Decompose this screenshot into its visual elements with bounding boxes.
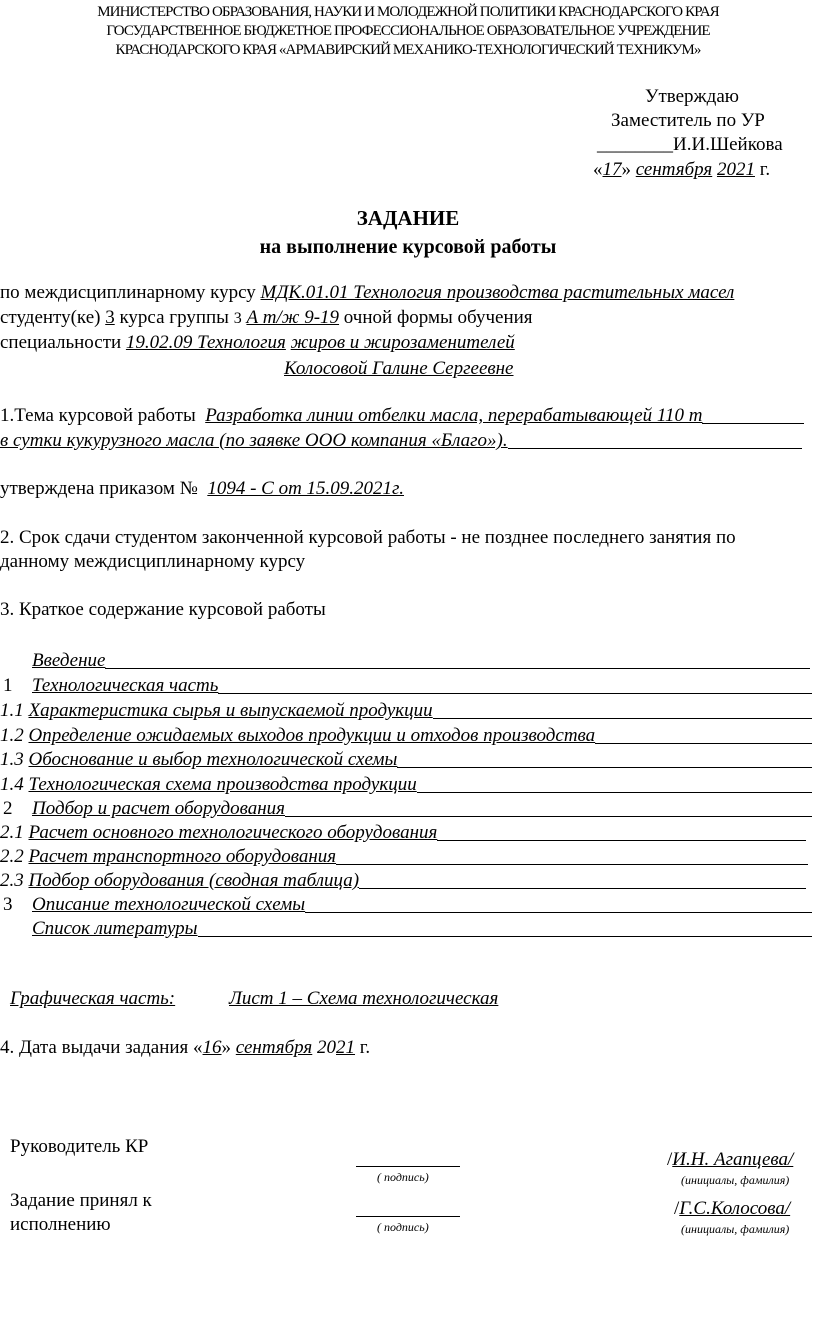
list-item: 1 Технологическая часть bbox=[3, 675, 812, 697]
supervisor-name: /И.Н. Агапцева/ bbox=[667, 1149, 794, 1170]
approval-date: «17» сентября 2021 г. bbox=[593, 159, 771, 180]
doc-subtitle: на выполнение курсовой работы bbox=[259, 236, 557, 258]
graphic-label: Графическая часть: bbox=[10, 988, 176, 1009]
approval-title: Утверждаю bbox=[645, 86, 739, 107]
header-line: КРАСНОДАРСКОГО КРАЯ «АРМАВИРСКИЙ МЕХАНИКО-ТЕХНОЛОГИЧЕСКИЙ ТЕХНИКУМ» bbox=[115, 42, 701, 58]
specialty-name: жиров и жирозаменителей bbox=[290, 332, 515, 353]
course-year: 3 bbox=[105, 307, 115, 328]
student-name: Колосовой Галине Сергеевне bbox=[284, 358, 514, 379]
specialty-code: 19.02.09 Технология bbox=[125, 332, 286, 353]
list-item: 2 Подбор и расчет оборудования bbox=[3, 798, 812, 820]
list-item: 2.1 Расчет основного технологического оборудования bbox=[0, 822, 806, 844]
list-item: 1.4 Технологическая схема производства продукции bbox=[0, 774, 812, 796]
list-item: 2.2 Расчет транспортного оборудования bbox=[0, 846, 808, 868]
topic-value-2: в сутки кукурузного масла (по заявке ООО компания «Благо»). bbox=[0, 430, 508, 451]
list-item: 3 Описание технологической схемы bbox=[3, 894, 812, 916]
topic-value: Разработка линии отбелки масла, перерабатывающей 110 т bbox=[205, 405, 703, 426]
course-value: МДК.01.01 Технология производства растительных масел bbox=[260, 282, 735, 303]
supervisor-signature-line bbox=[356, 1166, 460, 1167]
issue-day: 16 bbox=[202, 1037, 222, 1058]
course-line: по междисциплинарному курсу МДК.01.01 Технология производства растительных масел bbox=[0, 282, 735, 303]
supervisor-label: Руководитель КР bbox=[10, 1136, 149, 1157]
student-signature-name: /Г.С.Колосова/ bbox=[674, 1198, 791, 1219]
approval-month: сентября bbox=[635, 159, 713, 180]
header-line: МИНИСТЕРСТВО ОБРАЗОВАНИЯ, НАУКИ И МОЛОДЕЖНОЙ ПОЛИТИКИ КРАСНОДАРСКОГО КРАЯ bbox=[97, 4, 719, 20]
header-line: ГОСУДАРСТВЕННОЕ БЮДЖЕТНОЕ ПРОФЕССИОНАЛЬНОЕ ОБРАЗОВАТЕЛЬНОЕ УЧРЕЖДЕНИЕ bbox=[106, 23, 710, 39]
deadline-line-1: 2. Срок сдачи студентом законченной курсовой работы - не позднее последнего занятия по bbox=[0, 527, 736, 548]
list-item: 1.1 Характеристика сырья и выпускаемой продукции bbox=[0, 700, 812, 722]
list-item: 1.2 Определение ожидаемых выходов продукции и отходов производства bbox=[0, 725, 812, 747]
topic-line-1: 1.Тема курсовой работы Разработка линии отбелки масла, перерабатывающей 110 т bbox=[0, 405, 804, 427]
doc-title: ЗАДАНИЕ bbox=[356, 206, 460, 230]
signature-blank: ________ bbox=[597, 134, 673, 155]
sign-caption: ( подпись) bbox=[377, 1220, 429, 1234]
name-caption: (инициалы, фамилия) bbox=[681, 1173, 790, 1187]
list-item: 1.3 Обоснование и выбор технологической схемы bbox=[0, 749, 812, 771]
student-line: студенту(ке) 3 курса группы 3 А т/ж 9-19 очной формы обучения bbox=[0, 307, 533, 328]
topic-line-2 bbox=[0, 430, 802, 452]
issue-date: 4. Дата выдачи задания «16» сентября 2021 г. bbox=[0, 1037, 371, 1058]
order-line: утверждена приказом № 1094 - С от 15.09.2021г. bbox=[0, 478, 404, 499]
issue-month: сентября bbox=[235, 1037, 313, 1058]
approval-year: 2021 bbox=[716, 159, 755, 180]
specialty-line: специальности 19.02.09 Технология жиров и жирозаменителей bbox=[0, 332, 515, 353]
sign-caption: ( подпись) bbox=[377, 1170, 429, 1184]
graphic-value: Лист 1 – Схема технологическая bbox=[229, 988, 499, 1009]
list-item: Введение bbox=[3, 650, 810, 672]
approval-position: Заместитель по УР bbox=[611, 110, 765, 131]
order-value: 1094 - С от 15.09.2021г. bbox=[207, 478, 404, 499]
approval-day: 17 bbox=[602, 159, 622, 180]
deadline-line-2: данному междисциплинарному курсу bbox=[0, 551, 306, 572]
signer-name: И.И.Шейкова bbox=[673, 134, 783, 155]
contents-label: 3. Краткое содержание курсовой работы bbox=[0, 599, 326, 620]
student-signature-line bbox=[356, 1216, 460, 1217]
accepted-label-1: Задание принял к bbox=[10, 1190, 152, 1211]
accepted-label-2: исполнению bbox=[10, 1214, 111, 1235]
approval-signer bbox=[597, 134, 783, 156]
group-value: А т/ж 9-19 bbox=[246, 307, 340, 328]
list-item: 2.3 Подбор оборудования (сводная таблица) bbox=[0, 870, 806, 892]
list-item: Список литературы bbox=[3, 918, 812, 940]
name-caption: (инициалы, фамилия) bbox=[681, 1222, 790, 1236]
